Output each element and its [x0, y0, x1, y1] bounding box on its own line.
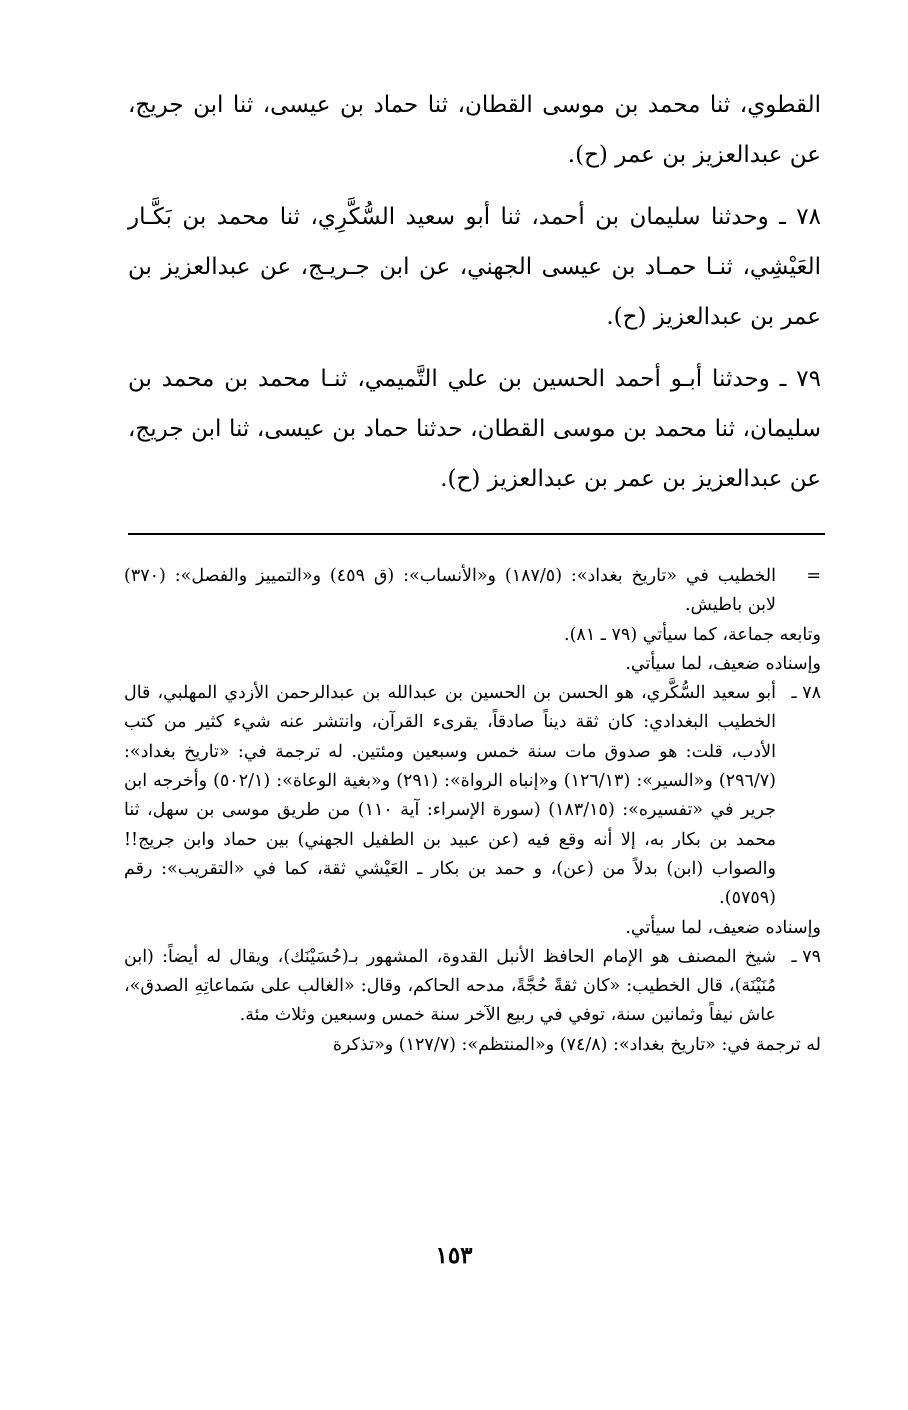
footnote-continued-line: وتابعه جماعة، كما سيأتي (٧٩ ـ ٨١).	[564, 624, 821, 645]
footnote-continued-text: الخطيب في «تاريخ بغداد»: (١٨٧/٥) و«الأنساب»: (ق ٤٥٩) و«التمييز والفصل»: (٣٧٠) لابن باطيش.	[124, 566, 776, 616]
footnote-78-text: أبو سعيد السُّكَّري، هو الحسن بن الحسين بن عبدالله بن عبدالرحمن الأزدي المهلبي، قال الخطيب البغدادي: كان ثقة ديناً صادقاً، يقرىء القرآن، وانتشر عنه شيء كثير من كتب الأدب، قلت: هو صدوق مات سنة خمس وسبعين ومئتين. له ترجمة في: «تاريخ بغداد»: (٢٩٦/٧) و«السير»: (١٢٦/١٣) و«إنباه الرواة»: (٢٩١) و«بغية الوعاة»: (٥٠٢/١) وأخرجه ابن جرير في «تفسيره»: (١٨٣/١٥) (سورة الإسراء: آية ١١٠) من طريق موسى بن سهل، ثنا محمد بن بكار به، إلا أنه وقع فيه (عن عبيد بن الطفيل الجهني) بين حماد وابن جريج!! والصواب (ابن) بدلاً من (عن)، و حمد بن بكار ـ العَيْشي ثقة، كما في «التقريب»: رقم (٥٧٥٩).	[124, 683, 776, 909]
footnote-78-number: ٧٨ ـ	[791, 683, 821, 704]
main-paragraph-continuation: القطوي، ثنا محمد بن موسى القطان، ثنا حماد بن عيسى، ثنا ابن جريج، عن عبدالعزيز بن عمر (ح).	[128, 92, 821, 168]
page-number: ١٥٣	[435, 1242, 473, 1269]
footnote-78	[124, 679, 821, 913]
footnote-79-number: ٧٩ ـ	[791, 946, 821, 967]
main-text	[128, 80, 821, 516]
footnote-separator-rule	[128, 533, 825, 535]
footnote-79-line: له ترجمة في: «تاريخ بغداد»: (٧٤/٨) و«المنتظم»: (١٢٧/٧) و«تذكرة	[332, 1034, 821, 1055]
footnote-continued	[124, 562, 821, 621]
main-paragraph-78: ٧٨ ـ وحدثنا سليمان بن أحمد، ثنا أبو سعيد السُّكَّرِي، ثنا محمد بن بَكَّـار العَيْشِي، ثنـا حمـاد بن عيسى الجهني، عن ابن جـريـج، عن عبدالعزيز بن عمر بن عبدالعزيز (ح).	[128, 204, 821, 330]
footnotes	[124, 562, 821, 1060]
footnote-79	[124, 943, 821, 1031]
footnote-79-text: شيخ المصنف هو الإمام الحافظ الأنبل القدوة، المشهور بـ(حُسَيْنَك)، ويقال له أيضاً: (ابن مُنَيْنَة)، قال الخطيب: «كان ثقةً حُجَّةً، مدحه الحاكم، وقال: «الغالب على سَماعاتِهِ الصدق»، عاش نيفاً وثمانين سنة، توفي في ربيع الآخر سنة خمس وسبعين وثلاث مئة.	[124, 946, 776, 1026]
footnote-continued-line: وإسناده ضعيف، لما سيأتي.	[625, 653, 821, 674]
footnote-78-line: وإسناده ضعيف، لما سيأتي.	[625, 917, 821, 938]
main-paragraph-79: ٧٩ ـ وحدثنا أبـو أحمد الحسين بن علي التَّميمي، ثنـا محمد بن محمد بن سليمان، ثنا محمد بن موسى القطان، حدثنا حماد بن عيسى، ثنا ابن جريج، عن عبدالعزيز بن عمر بن عبدالعزيز (ح).	[128, 366, 821, 492]
footnote-continuation-marker: =	[806, 566, 821, 586]
